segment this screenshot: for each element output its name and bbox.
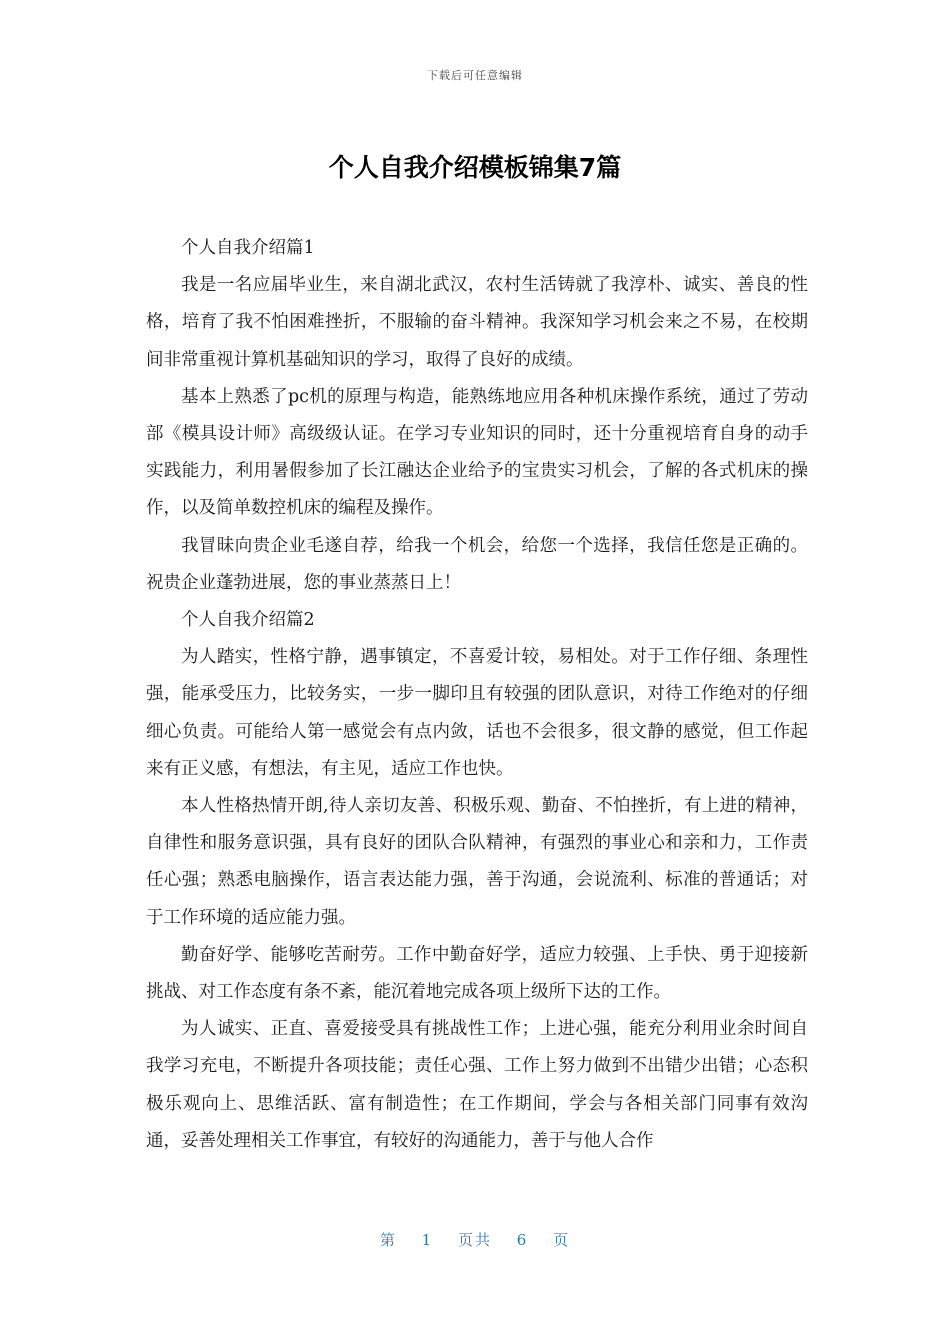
body-paragraph: 我是一名应届毕业生，来自湖北武汉，农村生活铸就了我淳朴、诚实、善良的性格，培育了我不怕困难挫折，不服输的奋斗精神。我深知学习机会来之不易，在校期间非常重视计算机基础知识的学习，取得了良好的成绩。 xyxy=(146,275,808,370)
body-paragraph: 基本上熟悉了pc机的原理与构造，能熟练地应用各种机床操作系统，通过了劳动部《模具设计师》高级级认证。在学习专业知识的同时，还十分重视培育自身的动手实践能力，利用暑假参加了长江融达企业给予的宝贵实习机会，了解的各式机床的操作，以及简单数控机床的编程及操作。 xyxy=(146,386,808,519)
section-heading-1: 个人自我介绍篇1 xyxy=(181,238,315,258)
footer-label-after: 页 xyxy=(553,1231,571,1249)
body-paragraph: 本人性格热情开朗,待人亲切友善、积极乐观、勤奋、不怕挫折，有上进的精神，自律性和服务意识强，具有良好的团队合队精神，有强烈的事业心和亲和力，工作责任心强；熟悉电脑操作，语言表达能力强，善于沟通，会说流利、标准的普通话；对于工作环境的适应能力强。 xyxy=(146,796,808,928)
document-title: 个人自我介绍模板锦集7篇 xyxy=(328,153,622,182)
body-paragraph: 我冒昧向贵企业毛遂自荐，给我一个机会，给您一个选择，我信任您是正确的。祝贵企业蓬勃进展，您的事业蒸蒸日上！ xyxy=(146,535,808,593)
footer-current-page: 1 xyxy=(421,1231,434,1249)
body-paragraph: 为人诚实、正直、喜爱接受具有挑战性工作；上进心强，能充分利用业余时间自我学习充电，不断提升各项技能；责任心强、工作上努力做到不出错少出错；心态积极乐观向上、思维活跃、富有制造性；在工作期间，学会与各相关部门同事有效沟通，妥善处理相关工作事宜，有较好的沟通能力，善于与他人合作 xyxy=(146,1019,808,1151)
body-paragraph: 为人踏实，性格宁静，遇事镇定，不喜爱计较，易相处。对于工作仔细、条理性强，能承受压力，比较务实，一步一脚印且有较强的团队意识，对待工作绝对的仔细细心负责。可能给人第一感觉会有点内敛，话也不会很多，很文静的感觉，但工作起来有正义感，有想法，有主见，适应工作也快。 xyxy=(146,647,808,779)
section-heading-2: 个人自我介绍篇2 xyxy=(181,610,315,631)
page-number-footer xyxy=(0,1229,950,1250)
page-header-note: 下载后可任意编辑 xyxy=(427,69,523,82)
footer-total-pages: 6 xyxy=(516,1231,529,1249)
document-body xyxy=(146,230,808,1160)
footer-label-middle: 页共 xyxy=(457,1231,492,1249)
body-paragraph: 勤奋好学、能够吃苦耐劳。工作中勤奋好学，适应力较强、上手快、勇于迎接新挑战、对工作态度有条不紊，能沉着地完成各项上级所下达的工作。 xyxy=(146,944,808,1003)
footer-label-before: 第 xyxy=(379,1231,397,1249)
